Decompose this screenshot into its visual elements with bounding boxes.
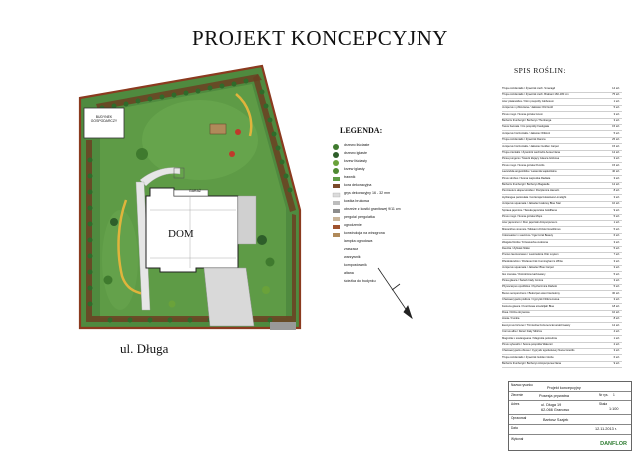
legend-item-label: drzewo liściaste — [344, 143, 370, 147]
plant-amount: 3 szt. — [613, 298, 620, 302]
plant-amount: 3 szt. — [613, 259, 620, 263]
plant-name: Rhododendron / Różanecznik Cunningham's White — [502, 259, 563, 263]
legend-item-label: kompostownik — [344, 263, 367, 267]
legend-item — [344, 263, 367, 271]
plant-name: Taxus baccata / Cis pospolity Fastigiata — [502, 125, 550, 129]
legend-item — [344, 143, 369, 151]
outbuilding — [84, 108, 124, 138]
legend-item — [344, 159, 367, 167]
plant-amount: 14 szt. — [612, 87, 620, 90]
plant-amount: 5 szt. — [613, 272, 620, 276]
plant-amount: 3 szt. — [613, 119, 620, 122]
plant-name: Deutzia / Żylistek Nikko — [502, 247, 530, 250]
plant-amount: 3 szt. — [613, 195, 620, 199]
plant-name: Pinus mugo / Sosna górska Pumilio — [502, 163, 545, 167]
plant-amount: 15 szt. — [612, 163, 620, 167]
plant-amount: 12 szt. — [612, 323, 620, 327]
plant-name: Berberis thunbergii / Berberys Bagatelle — [502, 183, 550, 186]
legend-item-label: ogrodzenie — [344, 223, 362, 227]
plant-name: Picea pungens / Świerk kłujący Glauca Globosa — [502, 157, 560, 161]
legend-item — [344, 247, 358, 255]
date-caption: Data — [511, 426, 518, 430]
legend-item — [344, 151, 367, 159]
plant-name: Miscanthus sinensis / Miskant chiński Gracillimus — [502, 227, 561, 231]
legend-swatches — [333, 144, 340, 237]
author-caption: Opracował — [511, 416, 527, 420]
company-logo: DANFLOR — [600, 441, 627, 447]
street-label: ul. Długa — [120, 341, 169, 356]
plant-amount: 12 szt. — [612, 151, 620, 154]
plant-name: Festuca glauca / Kostrzewa sina Elijah Blue — [502, 304, 555, 308]
plant-amount: 30 szt. — [612, 291, 620, 295]
plant-amount: 5 szt. — [613, 227, 620, 231]
plant-name: Acer japonicum / Klon japoński Atropurpureum — [502, 221, 558, 225]
drawing-name-caption: Nazwa rysunku — [511, 383, 533, 387]
legend-item-label: grys dekoracyjny 16 - 32 mm — [344, 191, 391, 195]
legend-item-label: trawnik — [344, 175, 356, 179]
plant-amount: 18 szt. — [612, 304, 620, 308]
plant-name: Juniperus x pfitzeriana / Jałowiec Old Gold — [502, 106, 553, 110]
legend-item — [344, 199, 369, 207]
address-line-1: ul. Długa 19 — [541, 403, 562, 407]
plant-amount: 5 szt. — [613, 247, 620, 250]
plant-name: Juniperus squamata / Jałowiec łuskowy Blue Star — [502, 202, 561, 206]
legend-item — [344, 223, 362, 231]
legend-item — [344, 167, 365, 175]
legend-item — [344, 191, 390, 199]
playground-element — [229, 151, 235, 157]
approved-caption: Wykonał — [511, 437, 524, 441]
driveway — [204, 268, 254, 326]
terrace — [238, 196, 256, 244]
plant-name: Thuja orientalis / Żywotnik wschodni Aurea Nana — [502, 151, 560, 154]
plant-amount: 1 szt. — [613, 221, 620, 225]
plant-amount: 8 szt. — [613, 317, 620, 321]
plant-name: Pinus mugo / Sosna górska Gnom — [502, 112, 543, 116]
plant-name: Physocarpus opulifolius / Pęcherznica Diabolo — [502, 285, 558, 289]
plant-name: Cotoneaster x suecicus / Irga Coral Beauty — [502, 234, 554, 238]
plant-name: Berberis thunbergii / Berberys Thunberga — [502, 119, 552, 122]
plant-amount: 12 szt. — [612, 183, 620, 186]
plant-amount: 4 szt. — [613, 330, 620, 334]
plant-name: Thuja occidentalis / Żywotnik Danica — [502, 138, 546, 142]
legend-item-label: krzew liściasty — [344, 159, 367, 163]
plant-amount: 9 szt. — [613, 362, 620, 366]
plant-amount: 5 szt. — [613, 285, 620, 289]
page-title: PROJEKT KONCEPCYJNY — [192, 26, 448, 50]
scale-caption: Skala — [599, 402, 607, 406]
plant-amount: 75 szt. — [612, 93, 620, 97]
plant-amount: 3 szt. — [613, 240, 620, 244]
plant-amount: 1 szt. — [613, 336, 620, 340]
plant-name: Thuja occidentalis / Żywotnik zach. Smaragd — [502, 87, 556, 90]
plant-name: Weigela florida / Krzewuszka cudowna — [502, 240, 548, 244]
gate — [270, 322, 296, 330]
plant-name: Chamaecyparis obtusa / Cyprysik tępołuskowy Nana Gracilis — [502, 349, 575, 353]
plant-name: Chamaecyparis pisifera / Cyprysik Filifera Aurea — [502, 298, 560, 302]
plant-name: Acer platanoides / Klon pospolity Globosum — [502, 99, 554, 103]
date: 12.11.2013 r. — [595, 427, 617, 431]
legend-item-label: obrzeże z kostki granitowej 9/11 cm — [344, 207, 401, 211]
plant-amount: 3 szt. — [613, 266, 620, 270]
plant-name: Pinus strobus / Sosna wejmutka Radiata — [502, 176, 551, 180]
plant-amount: 10 szt. — [612, 311, 620, 314]
legend-item-label: zraszacz — [344, 247, 359, 251]
plant-name: Pennisetum alopecuroides / Rozplenica Hameln — [502, 189, 560, 193]
plant-amount: 15 szt. — [612, 125, 620, 129]
plant-name: Juniperus squamata / Jałowiec Blue Carpet — [502, 266, 554, 270]
legend-title: LEGENDA: — [340, 126, 383, 135]
plant-name: Thuja occidentalis / Żywotnik zach. Brabant 160-180 cm — [502, 93, 569, 97]
legend-item-label: ścieżka do budynku — [344, 279, 376, 283]
plant-amount: 6 szt. — [613, 355, 620, 359]
plant-name: Thuja occidentalis / Żywotnik Golden Globe — [502, 355, 554, 359]
legend-item-label: warzywnik — [344, 255, 361, 259]
plant-amount: 3 szt. — [613, 279, 620, 282]
plant-amount: 5 szt. — [613, 131, 620, 135]
plant-name: Prunus laurocerasus / Laurowiśnia Otto Luyken — [502, 253, 559, 257]
drawing-name: Projekt koncepcyjny — [547, 386, 581, 390]
legend-item — [344, 207, 401, 215]
plant-amount: 8 szt. — [613, 189, 620, 193]
client-caption: Zlecenie — [511, 393, 524, 397]
legend-item — [344, 279, 376, 287]
plant-name: Berberis thunbergii / Berberys Atropurpurea Nana — [502, 362, 562, 366]
plant-name: Euonymus fortunei / Trzmielina Fortune'a Emerald Gaiety — [502, 323, 571, 327]
client: Posesja prywatna — [539, 394, 569, 398]
plant-name: Rosa / Róża okrywowa — [502, 311, 530, 314]
plant-name: Lavandula angustifolia / Lawenda wąskolistna — [502, 170, 557, 174]
plant-amount: 1 szt. — [613, 99, 620, 103]
plant-name: Pinus sylvestris / Sosna pospolita Watereri — [502, 343, 553, 346]
north-arrow — [378, 268, 412, 318]
legend-item-label: altana — [344, 271, 354, 275]
sheet-number: 1 — [613, 393, 615, 397]
garage-label: GARAŻ — [189, 189, 202, 193]
scale: 1:100 — [609, 407, 619, 411]
plant-amount: 25 szt. — [612, 138, 620, 142]
address-caption: Adres — [511, 402, 520, 406]
address-line-2: 62-066 Granowo — [541, 408, 570, 412]
plant-amount: 9 szt. — [613, 208, 620, 212]
plant-amount: 3 szt. — [613, 112, 620, 116]
plant-amount: 7 szt. — [613, 253, 620, 257]
plant-amount: 3 szt. — [613, 176, 620, 180]
plant-amount: 3 szt. — [613, 157, 620, 161]
plant-amount: 40 szt. — [612, 170, 620, 174]
plant-list-row — [502, 361, 622, 368]
legend-item — [344, 271, 354, 279]
legend-item — [344, 183, 371, 191]
plant-name: Magnolia x soulangeana / Magnolia pośrednia — [502, 336, 557, 340]
plant-name: Juniperus horizontalis / Jałowiec Golden Carpet — [502, 144, 559, 148]
playground — [210, 124, 226, 134]
plant-name: Cornus alba / Dereń biały Sibirica — [502, 330, 542, 334]
plant-name: Ilex crenata / Ostrokrzew karbowany — [502, 272, 546, 276]
legend-item-label: kostka brukowa — [344, 199, 369, 203]
lawn-patch — [142, 100, 258, 180]
plant-name: Picea glauca / Świerk biały Conica — [502, 279, 544, 282]
plant-amount: 2 szt. — [613, 343, 620, 346]
legend-item — [344, 231, 385, 239]
legend-item — [344, 215, 375, 223]
plant-name: Hydrangea paniculata / Hortensja bukietowa Limelight — [502, 195, 567, 199]
plant-amount: 6 szt. — [613, 234, 620, 238]
plant-list-title: SPIS ROŚLIN: — [514, 66, 567, 75]
legend-item — [344, 239, 372, 247]
author: Bartosz Szajek — [543, 418, 569, 422]
plant-name: Spiraea japonica / Tawuła japońska Goldflame — [502, 208, 558, 212]
legend-item-label: drzewo iglaste — [344, 151, 367, 155]
legend-item-label: lampka ogrodowa — [344, 239, 373, 243]
legend-item-label: pergola/ pergolatka — [344, 215, 375, 219]
title-block — [508, 381, 632, 451]
sheet-caption: Nr rys. — [599, 393, 609, 397]
plant-amount: 15 szt. — [612, 144, 620, 148]
legend-item — [344, 255, 361, 263]
legend-item-label: konstrukcja na winogrona — [344, 231, 385, 235]
plant-amount: 5 szt. — [613, 106, 620, 110]
legend-item — [344, 175, 355, 183]
legend-item-label: krzew iglasty — [344, 167, 365, 171]
plant-amount: 10 szt. — [612, 202, 620, 206]
plant-amount: 5 szt. — [613, 215, 620, 218]
house-label: DOM — [168, 228, 194, 240]
plant-name: Juniperus horizontalis / Jałowiec Wiltonii — [502, 131, 550, 135]
plant-amount: 3 szt. — [613, 349, 620, 353]
plant-name: Buxus sempervirens / Bukszpan wieczniezielony — [502, 291, 560, 295]
plant-name: Pinus mugo / Sosna górska Mops — [502, 215, 543, 218]
plant-name: Hosta / Funkia — [502, 317, 520, 321]
outbuilding-label: BUDYNEK GOSPODARCZY — [90, 115, 118, 123]
legend-item-label: kora dekoracyjna — [344, 183, 372, 187]
